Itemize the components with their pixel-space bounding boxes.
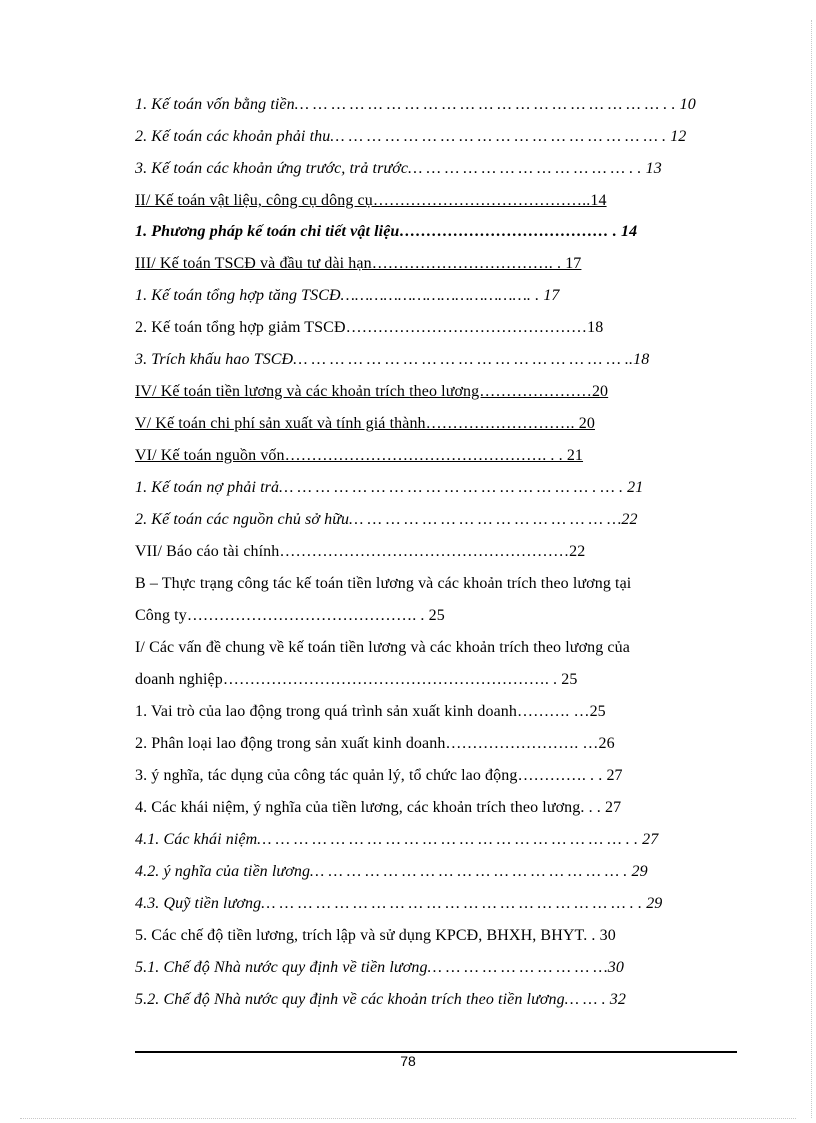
toc-section-B-I-line2: doanh nghiệp……………………………………………………. . 25 (135, 671, 578, 688)
toc-entry-2-1: 1. Phương pháp kế toán chi tiết vật liệu………………………………… . 14 (135, 223, 638, 240)
toc-entry-1-2: 2. Kế toán các khoản phải thu… … … … … … … … … … … … … … … … … … . 12 (135, 128, 687, 145)
toc-part-B-line2: Công ty……………………………………. . 25 (135, 607, 445, 624)
toc-entry-B5: 5. Các chế độ tiền lương, trích lập và sử dụng KPCĐ, BHXH, BHYT. . 30 (135, 927, 616, 944)
toc-entry-6-2: 2. Kế toán các nguồn chủ sở hữu… … … … … … … … … … … … … … …22 (135, 511, 638, 528)
toc-entry-B4-3: 4.3. Quỹ tiền lương… … … … … … … … … … … … … … … … … … … … . . 29 (135, 895, 663, 912)
toc-section-II: II/ Kế toán vật liệu, công cụ dông cụ…………………………………..14 (135, 192, 607, 209)
toc-section-III: III/ Kế toán TSCĐ và đầu tư dài hạn……………………………. . 17 (135, 255, 582, 272)
toc-entry-B5-1: 5.1. Chế độ Nhà nước quy định về tiền lương… … … … … … … … … …30 (135, 959, 624, 976)
page-border-bottom (20, 1118, 796, 1119)
toc-entry-B4: 4. Các khái niệm, ý nghĩa của tiền lương, các khoản trích theo lương. . . 27 (135, 799, 622, 816)
page-number: 78 (400, 1053, 416, 1069)
toc-entry-B5-2: 5.2. Chế độ Nhà nước quy định về các khoản trích theo tiền lương… … . 32 (135, 991, 626, 1008)
toc-entry-1-3: 3. Kế toán các khoản ứng trước, trả trước… … … … … … … … … … … … . . 13 (135, 160, 662, 177)
toc-entry-B4-1: 4.1. Các khái niệm… … … … … … … … … … … … … … … … … … … … . . 27 (135, 831, 659, 848)
toc-entry-B3: 3. ý nghĩa, tác dụng của công tác quản lý, tổ chức lao động…………. . . 27 (135, 767, 623, 784)
toc-section-V: V/ Kế toán chi phí sản xuất và tính giá thành………………………. 20 (135, 415, 595, 432)
toc-section-IV: IV/ Kế toán tiền lương và các khoản trích theo lương…………………20 (135, 383, 609, 400)
toc-entry-B2: 2. Phân loại lao động trong sản xuất kinh doanh……………………. …26 (135, 735, 615, 752)
toc-section-B-I-line1: I/ Các vấn đề chung về kế toán tiền lương và các khoản trích theo lương của (135, 639, 630, 656)
toc-section-VII: VII/ Báo cáo tài chính………………………………………………22 (135, 543, 586, 560)
page-border-right (811, 20, 812, 1118)
toc-entry-6-1: 1. Kế toán nợ phải trả… … … … … … … … … … … … … … … … … . … . 21 (135, 479, 644, 496)
toc-entry-B1: 1. Vai trò của lao động trong quá trình sản xuất kinh doanh………. …25 (135, 703, 606, 720)
toc-entry-B4-2: 4.2. ý nghĩa của tiền lương… … … … … … … … … … … … … … … … … . 29 (135, 863, 648, 880)
toc-entry-3-3: 3. Trích khấu hao TSCĐ… … … … … … … … … … … … … … … … … … ..18 (135, 351, 650, 368)
toc-section-VI: VI/ Kế toán nguồn vốn…………………………………………. . . 21 (135, 447, 584, 464)
toc-entry-1-1: 1. Kế toán vốn bằng tiền… … … … … … … … … … … … … … … … … … … … . . 10 (135, 96, 696, 113)
toc-entry-3-2: 2. Kế toán tổng hợp giảm TSCĐ………………………………………18 (135, 319, 604, 336)
toc-entry-3-1: 1. Kế toán tổng hợp tăng TSCĐ…………………………………. . 17 (135, 287, 560, 304)
toc-part-B-line1: B – Thực trạng công tác kế toán tiền lương và các khoản trích theo lương tại (135, 575, 632, 592)
